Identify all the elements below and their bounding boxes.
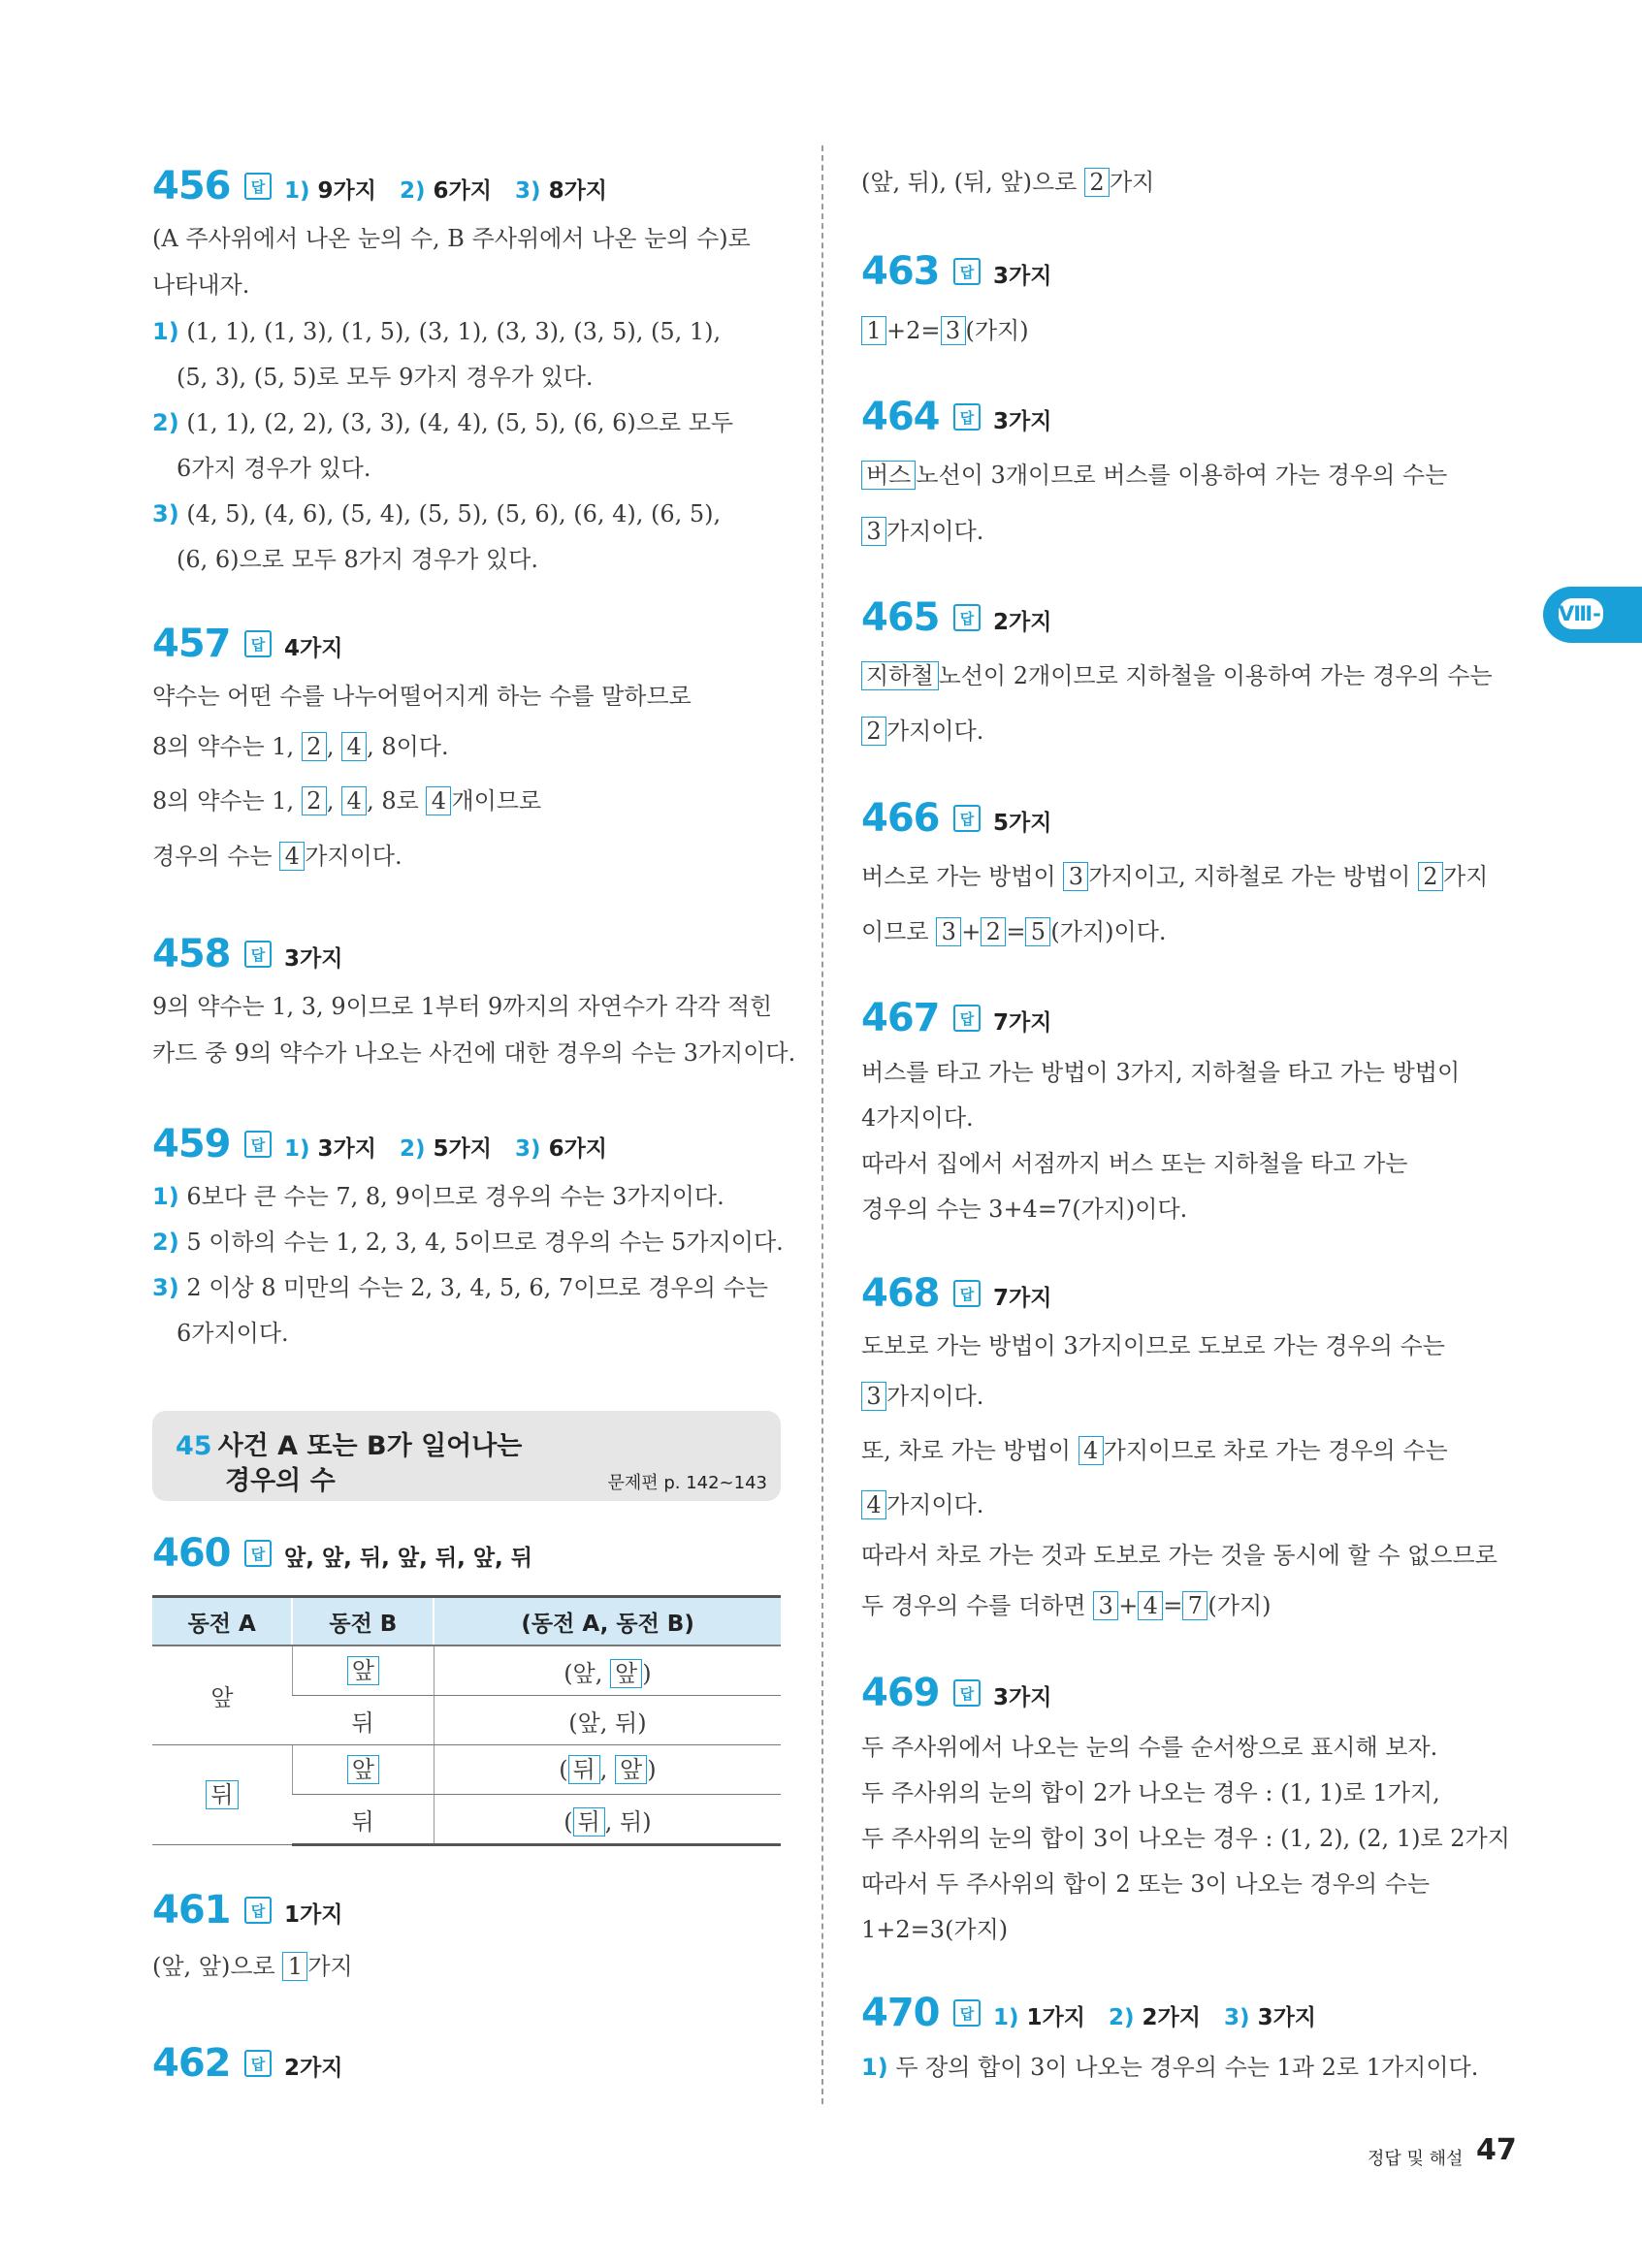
answer-line: 1) 9가지 2) 6가지 3) 8가지 xyxy=(284,178,608,204)
problem-number: 465 xyxy=(861,595,940,640)
text-line: (A 주사위에서 나온 눈의 수, B 주사위에서 나온 눈의 수)로 xyxy=(152,225,751,252)
section-title: 45 사건 A 또는 B가 일어나는 xyxy=(176,1431,523,1461)
answer-tag: 답 xyxy=(244,2050,272,2077)
text-line: 6가지 경우가 있다. xyxy=(177,455,371,482)
text-line: 8의 약수는 1, 2 , 4 , 8이다. xyxy=(152,733,449,760)
text-line: 도보로 가는 방법이 3가지이므로 도보로 가는 경우의 수는 xyxy=(861,1332,1445,1359)
text-line: 버스로 가는 방법이 3 가지이고, 지하철로 가는 방법이 2 가지 xyxy=(861,863,1489,890)
answer-line: 3가지 xyxy=(993,1685,1052,1710)
text-line: 1 +2= 3 (가지) xyxy=(861,315,1029,346)
text-line: (앞, 뒤), (뒤, 앞)으로 2 가지 xyxy=(861,169,1155,196)
problem-number: 469 xyxy=(861,1671,940,1715)
table-header: 동전 A xyxy=(152,1597,292,1646)
answer-tag: 답 xyxy=(244,1131,272,1158)
table-cell: ( 뒤 , 앞 ) xyxy=(434,1745,781,1795)
problem-number: 457 xyxy=(152,622,231,666)
answer-tag: 답 xyxy=(244,1897,272,1924)
problem-number: 463 xyxy=(861,249,940,294)
section-reference: 문제편 p. 142~143 xyxy=(607,1473,767,1493)
text-line: 1+2=3(가지) xyxy=(861,1916,1009,1943)
answer-tag: 답 xyxy=(953,258,981,285)
text-line: 경우의 수는 4 가지이다. xyxy=(152,843,402,870)
problem-number: 456 xyxy=(152,164,231,208)
text-line: 카드 중 9의 약수가 나오는 사건에 대한 경우의 수는 3가지이다. xyxy=(152,1039,796,1067)
text-line: 2 가지이다. xyxy=(861,716,983,747)
section-header xyxy=(152,1411,781,1501)
text-line: (6, 6)으로 모두 8가지 경우가 있다. xyxy=(177,546,538,573)
table-row xyxy=(152,1645,781,1696)
table-cell: 앞 xyxy=(152,1645,292,1745)
answer-tag: 답 xyxy=(953,403,981,431)
answer-tag: 답 xyxy=(953,1999,981,2027)
text-line: 8의 약수는 1, 2 , 4 , 8로 4 개이므로 xyxy=(152,787,542,815)
text-line: 두 주사위의 눈의 합이 2가 나오는 경우 : (1, 1)로 1가지, xyxy=(861,1779,1440,1806)
text-line: 2) 5 이하의 수는 1, 2, 3, 4, 5이므로 경우의 수는 5가지이다. xyxy=(152,1229,784,1256)
answer-line: 앞, 앞, 뒤, 앞, 뒤, 앞, 뒤 xyxy=(284,1546,532,1571)
text-line: 경우의 수는 3+4=7(가지)이다. xyxy=(861,1196,1188,1223)
answer-line: 7가지 xyxy=(993,1010,1052,1036)
section-title-line2: 경우의 수 xyxy=(225,1466,336,1496)
problem-number: 458 xyxy=(152,932,231,976)
answer-tag: 답 xyxy=(244,173,272,200)
table-cell: (앞, 뒤) xyxy=(434,1696,781,1745)
answer-line: 7가지 xyxy=(993,1286,1052,1311)
text-line: 9의 약수는 1, 3, 9이므로 1부터 9까지의 자연수가 각각 적힌 xyxy=(152,993,773,1020)
answer-tag: 답 xyxy=(953,604,981,631)
text-line: 1) (1, 1), (1, 3), (1, 5), (3, 1), (3, 3), (3, 5), (5, 1), xyxy=(152,318,722,345)
answer-line: 5가지 xyxy=(993,811,1052,836)
answer-tag: 답 xyxy=(953,1005,981,1032)
chapter-tab xyxy=(1543,587,1642,643)
table-row xyxy=(152,1745,781,1795)
answer-tag: 답 xyxy=(953,805,981,832)
text-line: 3) 2 이상 8 미만의 수는 2, 3, 4, 5, 6, 7이므로 경우의 수는 xyxy=(152,1274,768,1301)
text-line: 4가지이다. xyxy=(861,1104,974,1132)
text-line: 나타내자. xyxy=(152,272,250,299)
text-line: 지하철 노선이 2개이므로 지하철을 이용하여 가는 경우의 수는 xyxy=(861,660,1493,691)
text-line: 두 경우의 수를 더하면 3 + 4 = 7 (가지) xyxy=(861,1592,1272,1619)
table-header: (동전 A, 동전 B) xyxy=(434,1597,781,1646)
table-cell: 앞 xyxy=(292,1745,434,1795)
text-line: 버스 노선이 3개이므로 버스를 이용하여 가는 경우의 수는 xyxy=(861,460,1447,491)
answer-line: 3가지 xyxy=(284,946,343,972)
text-line: 1) 두 장의 합이 3이 나오는 경우의 수는 1과 2로 1가지이다. xyxy=(861,2054,1479,2081)
footer-label: 정답 및 해설 xyxy=(1368,2149,1464,2169)
answer-tag: 답 xyxy=(244,630,272,657)
text-line: 3) (4, 5), (4, 6), (5, 4), (5, 5), (5, 6), (6, 4), (6, 5), xyxy=(152,500,722,527)
chapter-label: Ⅷ-1 xyxy=(1559,598,1603,629)
answer-tag: 답 xyxy=(244,1540,272,1567)
page-number: 47 xyxy=(1476,2133,1517,2167)
text-line: 버스를 타고 가는 방법이 3가지, 지하철을 타고 가는 방법이 xyxy=(861,1059,1461,1086)
text-line: 두 주사위에서 나오는 눈의 수를 순서쌍으로 표시해 보자. xyxy=(861,1734,1438,1761)
problem-number: 466 xyxy=(861,796,940,841)
answer-line: 4가지 xyxy=(284,636,343,661)
table-cell: 뒤 xyxy=(292,1696,434,1745)
table-cell: (앞, 앞 ) xyxy=(434,1645,781,1696)
table-cell: 뒤 xyxy=(292,1795,434,1845)
table-cell: 앞 xyxy=(292,1645,434,1696)
answer-line: 1) 1가지 2) 2가지 3) 3가지 xyxy=(993,2005,1317,2030)
table-cell: ( 뒤 , 뒤) xyxy=(434,1795,781,1845)
answer-tag: 답 xyxy=(244,941,272,968)
problem-number: 470 xyxy=(861,1991,940,2035)
problem-number: 467 xyxy=(861,996,940,1040)
text-line: 3 가지이다. xyxy=(861,1381,983,1412)
answer-tag: 답 xyxy=(953,1280,981,1307)
coin-table xyxy=(152,1595,781,1846)
table-cell: 뒤 xyxy=(152,1745,292,1845)
problem-number: 461 xyxy=(152,1888,231,1933)
answer-line: 2가지 xyxy=(993,610,1052,635)
text-line: 따라서 집에서 서점까지 버스 또는 지하철을 타고 가는 xyxy=(861,1150,1408,1177)
answer-line: 3가지 xyxy=(993,409,1052,434)
text-line: 이므로 3 + 2 = 5 (가지)이다. xyxy=(861,918,1167,945)
column-divider xyxy=(821,145,823,2104)
table-header: 동전 B xyxy=(292,1597,434,1646)
answer-line: 1가지 xyxy=(284,1902,343,1928)
answer-tag: 답 xyxy=(953,1679,981,1707)
text-line: (앞, 앞)으로 1 가지 xyxy=(152,1953,353,1980)
text-line: 또, 차로 가는 방법이 4 가지이므로 차로 가는 경우의 수는 xyxy=(861,1437,1448,1464)
text-line: 6가지이다. xyxy=(177,1320,289,1347)
text-line: 두 주사위의 눈의 합이 3이 나오는 경우 : (1, 2), (2, 1)로 2가지 xyxy=(861,1825,1510,1852)
answer-line: 2가지 xyxy=(284,2056,343,2081)
answer-line: 1) 3가지 2) 5가지 3) 6가지 xyxy=(284,1136,608,1162)
text-line: 2) (1, 1), (2, 2), (3, 3), (4, 4), (5, 5), (6, 6)으로 모두 xyxy=(152,409,734,436)
problem-number: 464 xyxy=(861,395,940,439)
text-line: 1) 6보다 큰 수는 7, 8, 9이므로 경우의 수는 3가지이다. xyxy=(152,1183,724,1210)
text-line: (5, 3), (5, 5)로 모두 9가지 경우가 있다. xyxy=(177,364,594,391)
text-line: 3 가지이다. xyxy=(861,516,983,547)
text-line: 따라서 차로 가는 것과 도보로 가는 것을 동시에 할 수 없으므로 xyxy=(861,1542,1497,1569)
text-line: 약수는 어떤 수를 나누어떨어지게 하는 수를 말하므로 xyxy=(152,683,692,710)
answer-line: 3가지 xyxy=(993,264,1052,289)
problem-number: 459 xyxy=(152,1122,231,1166)
text-line: 따라서 두 주사위의 합이 2 또는 3이 나오는 경우의 수는 xyxy=(861,1870,1431,1898)
problem-number: 460 xyxy=(152,1531,231,1576)
text-line: 4 가지이다. xyxy=(861,1489,983,1520)
problem-number: 462 xyxy=(152,2041,231,2086)
problem-number: 468 xyxy=(861,1271,940,1316)
